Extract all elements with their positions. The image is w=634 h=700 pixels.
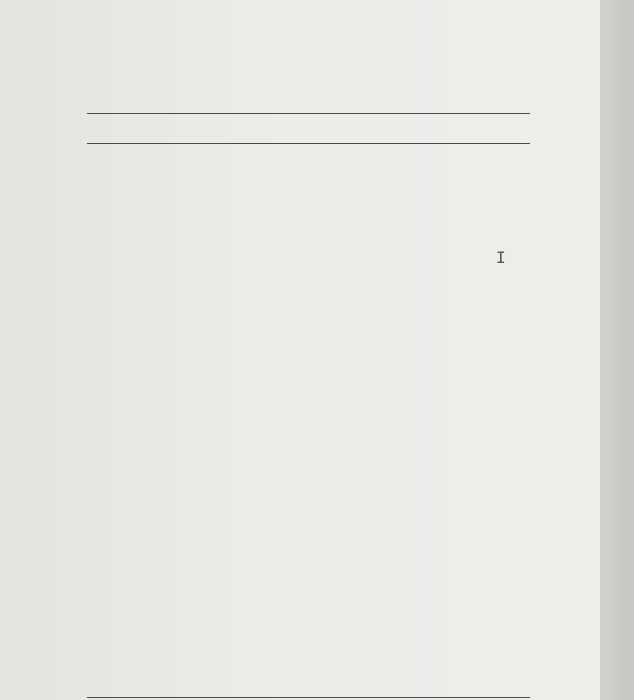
graph-figure-top: [0, 0, 300, 150]
table-header-rule: [87, 143, 530, 144]
table-top-rule: [87, 113, 530, 114]
text-cursor-icon: I: [496, 248, 506, 267]
table-bottom-rule: [87, 697, 530, 698]
background-strip: [600, 0, 634, 700]
